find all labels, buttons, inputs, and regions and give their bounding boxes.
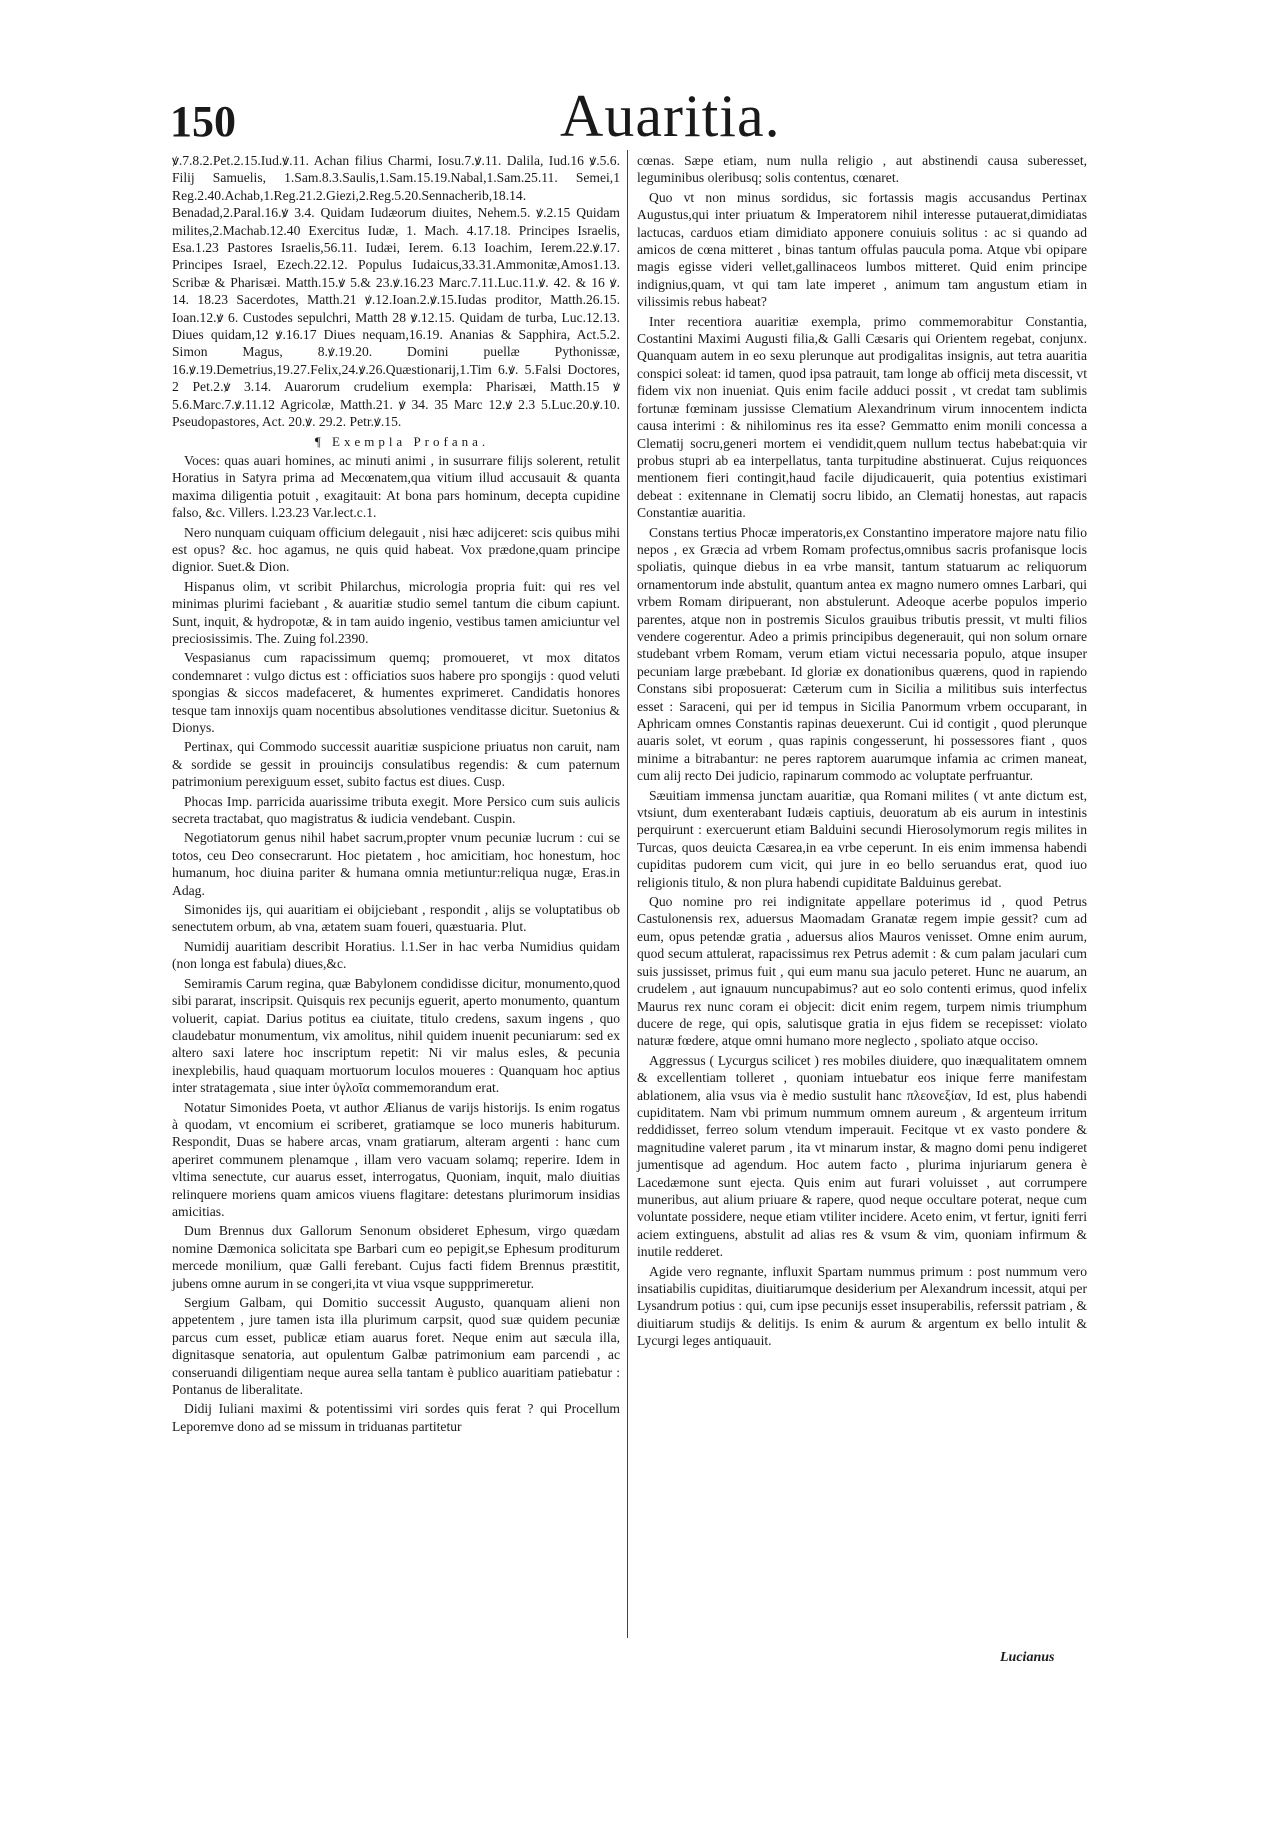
page-title: Auaritia.	[560, 83, 781, 149]
paragraph-nero: Nero nunquam cuiquam officium delegauit , nisi hæc adijceret: scis quibus mihi est opus? &c. hoc agamus, ne quis quid habeat. Vox prædone,quam principe dignior. Suet.& Dion.	[172, 524, 620, 575]
paragraph-lycurgus: Aggressus ( Lycurgus scilicet ) res mobiles diuidere, quo inæqualitatem omnem & excellentiam tolleret , quoniam intuebatur eos inique ferre manifestam ablationem, alia vsus via è medio sustulit hanc πλεονεξίαν, Id est, plus habendi cupiditatem. Nam vbi primum nummum omnem aureum , & argenteum irritum reddidisset, ferreo solum vtendum imperauit. Fecitque vt ex vasto pondere & magnitudine valeret parum , ita vt minarum instar, & magno domi penu indigeret jumentisque ad agendum. Hoc autem facto , plurima injuriarum genera è Lacedæmone sunt ejecta. Quis enim aut furari voluisset , aut corrumpere muneribus, aut alium priuare & rapere, quod neque occultare poterat, neque cum voluntate possidere, neque etiam vtiliter incidere. Aceto enim, vt fertur, igniti ferri aciem extinguens, abstulit ad alias res & vsum & vim, quoniam infirmum & inutile redderet.	[637, 1052, 1087, 1260]
catchword: Lucianus	[1000, 1650, 1055, 1665]
paragraph-hispanus: Hispanus olim, vt scribit Philarchus, micrologia propria fuit: qui res vel minimas plurimi faciebant , & auaritiæ studio semel tantum die cibum capiunt. Sunt, inquit, & hydropotæ, & in tam auido ingenio, vestibus tamen amiciuntur vel preciosissimis. The. Zuing fol.2390.	[172, 578, 620, 646]
paragraph-pertinax: Pertinax, qui Commodo successit auaritiæ suspicione priuatus non caruit, nam & sordide se gessit in prouincijs consulatibus regendis: & cum paternum patrimonium perexiguum esset, subito factus est diues. Cusp.	[172, 739, 620, 790]
scripture-references: ꝟ.7.8.2.Pet.2.15.Iud.ꝟ.11. Achan filius Charmi, Iosu.7.ꝟ.11. Dalila, Iud.16 ꝟ.5.6. Filij Samuelis, 1.Sam.8.3.Saulis,1.Sam.15.19.Nabal,1.Sam.25.11. Semei,1 Reg.2.40.Achab,1.Reg.21.2.Giezi,2.Reg.5.20.Sennacherib,18.14. Benadad,2.Paral.16.ꝟ 3.4. Quidam Iudæorum diuites, Nehem.5. ꝟ.2.15 Quidam milites,2.Machab.12.40 Exercitus Iudæ, 1. Mach. 4.17.18. Principes Israelis, Esa.1.23 Pastores Israelis,56.11. Iudæi, Ierem. 6.13 Ioachim, Ierem.22.ꝟ.17. Principes Israel, Ezech.22.12. Populus Iudaicus,33.31.Ammonitæ,Amos1.13. Scribæ & Pharisæi. Matth.15.ꝟ 5.& 23.ꝟ.16.23 Marc.7.11.Luc.11.ꝟ. 42. & 16 ꝟ. 14. 18.23 Sacerdotes, Matth.21 ꝟ.12.Ioan.2.ꝟ.15.Iudas proditor, Matth.26.15. Ioan.12.ꝟ 6. Custodes sepulchri, Matth 28 ꝟ.12.15. Quidam de turba, Luc.12.13. Diues quidam,12 ꝟ.16.17 Diues nequam,16.19. Ananias & Sapphira, Act.5.2. Simon Magus, 8.ꝟ.19.20. Domini puellæ Pythonissæ, 16.ꝟ.19.Demetrius,19.27.Felix,24.ꝟ.26.Quæstionarij,1.Tim 6.ꝟ. 5.Falsi Doctores, 2 Pet.2.ꝟ 3.14. Auarorum crudelium exempla: Pharisæi, Matth.15 ꝟ 5.6.Marc.7.ꝟ.11.12 Agricolæ, Matth.21. ꝟ 34. 35 Marc 12.ꝟ 2.3 5.Luc.20.ꝟ.10. Pseudopastores, Act. 20.ꝟ. 29.2. Petr.ꝟ.15.	[172, 153, 620, 430]
paragraph-coenas: cœnas. Sæpe etiam, num nulla religio , aut abstinendi causa suberesset, leguminibus oleribusq; solis contentus, cœnaret.	[637, 153, 1087, 186]
section-heading: ¶ Exempla Profana.	[314, 433, 490, 449]
paragraph-simonides: Simonides ijs, qui auaritiam ei obijciebant , respondit , alijs se voluptatibus ob senectutem orbum, ab vna, ætatem suam foueri, quæstuaria. Plut.	[172, 902, 620, 935]
paragraph-pertinax-augustus: Quo vt non minus sordidus, sic fortassis magis accusandus Pertinax Augustus,qui inter priuatum & Imperatorem nihil interesse putauerat,dimidiatas lactucas, carduos etiam dimidiato apponere conuiuis solitus : ac si quando ad amicos de cœna mitteret , binas tantum offulas paucula poma. Atque vbi opipare magis egisse videri vellet,gallinaceos lumbos mitteret. Quid enim principe indignius,quam, vt qui tam late imperet , animum tam angustum etiam in vilissimis rebus habeat?	[637, 189, 1087, 310]
paragraph-petrus: Quo nomine pro rei indignitate appellare poterimus id , quod Petrus Castulonensis rex, aduersus Maomadam Granatæ regem impie gessit? cum ad eum, opus petendæ gratia , aduersus alios Mauros venisset. Omne enim aurum, quod secum attulerat, rapacissimus rex Petrus ademit : & cum palam jaculari cum suis jussisset, primus fuit , qui eum manu sua jaculo peteret. Hunc ne auarum, an crudelem , aut ignauum nuncupabimus? aut eo solo contenti erimus, quod infelix Maurus rex nunc coram ei objecit: dicit enim regem, turpem nimis triumphum ducere de rege, qui opis, salutisque gratia in ejus fidem se recepisset: violato naturæ fœdere, atque omni humano more neglecto , spoliato atque occiso.	[637, 894, 1087, 1049]
paragraph-constans: Constans tertius Phocæ imperatoris,ex Constantino imperatore majore natu filio nepos , ex Græcia ad vrbem Romam profectus,omnibus sacris profanisque locis spoliatis, quinque diebus in ea vrbe mansit, tantum statuarum ac reliquorum ornamentorum inde abstulit, quantum antea ex magno numero omnes Larbari, qui vrbem Romam diripuerant, non abstulerunt. Adeoque acerbe populos imperio parentes, atque non in postremis Siculos grauibus tributis pressit, vt multi filios vendere cogerentur. Adeo a primis principibus degenerauit, qui non solum ornare studebant vrbem Romam, verum etiam victui necessaria populo, atque insuper pecuniam large præbebant. Id gloriæ ex donationibus quærens, quod in rapiendo Constans sibi proposuerat: Cæterum cum in Sicilia a militibus suis interfectus esset : Saraceni, qui per id tempus in Sicilia Panormum vrbem occuparant, in Aphricam omnes Constantis rapinas deuexerunt. Cui id contigit , quod plerunque auaris solet, vt eorum , quas rapinis congesserunt, hi possessores fiant , quos minime a bitrabantur: ne peres raptorem auarumque infamia ac crimen maneat, cum alij recto Dei judicio, rapinarum commodo ac voluptate perfruantur.	[637, 524, 1087, 784]
paragraph-agide: Agide vero regnante, influxit Spartam nummus primum : post nummum vero insatiabilis cupiditas, diuitiarumque desiderium per Alexandrum incessit, atqui per Lysandrum potius : qui, cum ipse pecunijs esset insuperabilis, referssit patriam , & diuitiarum studijs & delitijs. Is enim & aurum & argentum ex bello intulit & Lycurgi leges antiquauit.	[637, 1263, 1087, 1349]
paragraph-phocas: Phocas Imp. parricida auarissime tributa exegit. More Persico cum suis aulicis secreta tractabat, quo magistratus & iudicia vendebant. Cuspin.	[172, 793, 620, 827]
column-divider	[627, 150, 628, 1638]
paragraph-saevitiam: Sæuitiam immensa junctam auaritiæ, qua Romani milites ( vt ante dictum est, vtsiunt, dum exenterabant Iudæis captiuis, deuoratum ab eis aurum in intestinis perquirunt : exercuerunt etiam Balduini secundi Hierosolymorum regis milites in Turcas, quos deuicta Cæsarea,in ea vrbe ceperunt. In eis enim immensa habendi cupiditas pudorem cum vicit, qui jure in eo bello seruandus erat, quod iuo religionis titulo, & non plura habendi cupiditate Balduinus gerebat.	[637, 787, 1087, 890]
paragraph-negotiatorum: Negotiatorum genus nihil habet sacrum,propter vnum pecuniæ lucrum : cui se totos, ceu Deo consecrarunt. Hoc pietatem , hoc amicitiam, hoc honestum, hoc humanum, hoc diuina pariter & humana omnia metiuntur:reliqua nugæ, Eras.in Adag.	[172, 830, 620, 898]
page-number: 150	[170, 97, 236, 146]
paragraph-constantia: Inter recentiora auaritiæ exempla, primo commemorabitur Constantia, Costantini Maximi Augusti filia,& Galli Cæsaris qui Orientem regebat, conjunx. Quanquam autem in eo sexu plerunque aut prodigalitas insignis, aut tetra auaritia conspici soleat: id tamen, quod ipsa patrauit, tam longe ab officij meta discessit, vt fidem vix non inueniat. Quis enim facile adduci possit , vt credat tam sublimis fortunæ fœminam jussisse Clematium Alexandrinum virum innocentem indicta causa interimi : & nihilominus res ita esse? Gemmatto enim monili concessa a Clematij socru,generi mortem ei vendidit,quem nullum tectus habebat:quia vir probus stupri ab ea interpellatus, tanta turpitudine abstinuerat. Cujus reiquonces mentionem fieri contingit,haud facile dijudicauerit, quia potentius existimari debeat : exitennane in Clematij socru libido, an Clematij honestas, aut rapacis Constantiæ auaritia.	[637, 313, 1087, 521]
paragraph-voces: Voces: quas auari homines, ac minuti animi , in susurrare filijs solerent, retulit Horatius in Satyra prima ad Mecœnatem,qua vitium illud accusauit & quanta maxima diligentia potuit , exagitauit: At bona pars hominum, decepta cupidine falso, &c. Villers. l.23.23 Var.lect.c.1.	[172, 452, 620, 521]
paragraph-vespasianus: Vespasianus cum rapacissimum quemq; promoueret, vt mox ditatos condemnaret : vulgo dictus est : officiatios suos habere pro spongijs : quod veluti spongias & siccos madefaceret, & humentes exprimeret. Candidatis honores tesque tam innoxijs quam nocentibus absolutiones venditasse dicitur. Suetonius & Dionys.	[172, 650, 620, 735]
left-column	[172, 152, 620, 1437]
paragraph-semiramis: Semiramis Carum regina, quæ Babylonem condidisse dicitur, monumento,quod sibi pararat, inscripsit. Quisquis rex pecunijs eguerit, aperto monumento, quantum voluerit, capiat. Darius potitus ea ciuitate, titulo credens, saxum ingens , quo claudebatur monumentum, vix amolitus, nihil quidem inuenit pecuniarum: sed ex altero saxi latere hoc inscriptum repetit: Ni vir malus esles, & pecunia inexplebilis, haud quaquam mortuorum loculos moueres : Quanquam hoc aptius inter stratagemata , siue inter ὑγλοῖα commemorandum erat.	[172, 975, 620, 1096]
paragraph-simonides-poeta: Notatur Simonides Poeta, vt author Ælianus de varijs historijs. Is enim rogatus à quodam, vt encomium ei scriberet, gratiamque se loco muneris habiturum. Respondit, Duas se habere arcas, vnam gratiarum, alteram argenti : hanc cum aperiret communem plenamque , illam vero vacuam solamq; reperire. Idem in vltima senectute, cur auarus esset, interrogatus, Quoniam, inquit, malo diuitias relinquere moriens quam amicos viuens flagitare: detestans plurimorum insidias amicitias.	[172, 1099, 620, 1219]
paragraph-didius: Didij Iuliani maximi & potentissimi viri sordes quis ferat ? qui Procellum Leporemve dono ad se missum in triduanas partitetur	[172, 1401, 620, 1434]
right-column	[637, 152, 1087, 1352]
paragraph-brennus: Dum Brennus dux Gallorum Senonum obsideret Ephesum, virgo quædam nomine Dæmonica solicitata spe Barbari cum eo pepigit,se Ephesum proditurum mercede monilium, quæ Galli ferebant. Cujus facti fidem Brennus præstitit, jubens omne aurum in se congeri,ita vt viua vsque suppprimeretur.	[172, 1223, 620, 1291]
paragraph-galba: Sergium Galbam, qui Domitio successit Augusto, quanquam alieni non appetentem , jure tamen ista illa plurimum carpsit, quod suæ quidem pecuniæ parcus cum esset, publicæ etiam auarus foret. Neque enim aut sæcula illa, dignitasque senatoria, aut opulentum Galbæ patrimonium eam parcendi , ac conseruandi diligentiam neque aurea sella tantam è publico auaritiam patiebatur : Pontanus de liberalitate.	[172, 1295, 620, 1398]
paragraph-numidius: Numidij auaritiam describit Horatius. l.1.Ser in hac verba Numidius quidam (non longa est fabula) diues,&c.	[172, 938, 620, 972]
